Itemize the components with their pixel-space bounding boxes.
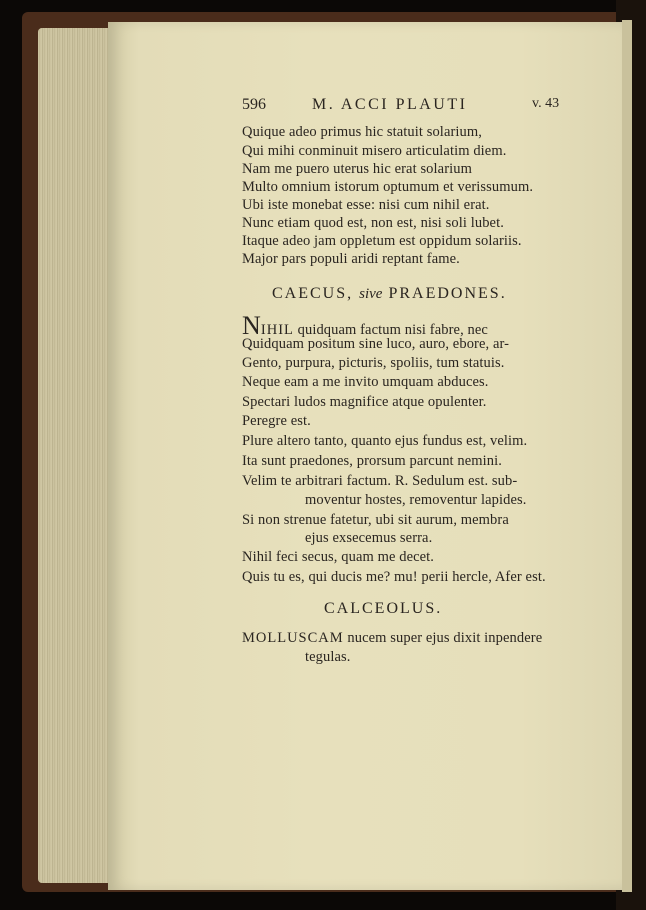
verse-line: Qui mihi conminuit misero articulatim diem. (242, 143, 507, 159)
verse-line: Quis tu es, qui ducis me? mu! perii hercle, Afer est. (242, 569, 546, 585)
verse-line: Major pars populi aridi reptant fame. (242, 251, 460, 267)
verse-line: Neque eam a me invito umquam abduces. (242, 374, 489, 390)
verse-line-indent: ejus exsecemus serra. (305, 530, 433, 546)
verse-line: Spectari ludos magnifice atque opulenter. (242, 394, 487, 410)
verse-reference: v. 43 (532, 96, 560, 111)
verse-line: Quidquam positum sine luco, auro, ebore, ar- (242, 336, 510, 352)
verse-line: Peregre est. (242, 413, 311, 429)
running-title: M. ACCI PLAUTI (312, 96, 468, 113)
verse-line: Gento, purpura, picturis, spoliis, tum statuis. (242, 355, 505, 371)
verse-line: Nihil feci secus, quam me decet. (242, 549, 435, 565)
verse-line: Plure altero tanto, quanto ejus fundus est, velim. (242, 433, 528, 449)
verse-line: Itaque adeo jam oppletum est oppidum solariis. (242, 233, 522, 249)
page-number: 596 (242, 96, 266, 113)
verse-line: Nam me puero uterus hic erat solarium (242, 161, 472, 177)
verse-line: Quique adeo primus hic statuit solarium, (242, 124, 482, 140)
section-heading-calceolus: CALCEOLUS. (324, 600, 443, 617)
verse-line-indent: tegulas. (305, 649, 351, 665)
verse-line: Multo omnium istorum optumum et verissumum. (242, 179, 534, 195)
verse-line-indent: moventur hostes, removentur lapides. (305, 492, 527, 508)
verse-line: Nunc etiam quod est, non est, nisi soli lubet. (242, 215, 504, 231)
verse-line: Velim te arbitrari factum. R. Sedulum est. sub- (242, 473, 518, 489)
section-heading-caecus: CAECUS, sive PRAEDONES. (272, 285, 507, 302)
verse-line-first: NIHIL quidquam factum nisi fabre, nec (242, 311, 488, 340)
verse-line: Si non strenue fatetur, ubi sit aurum, membra (242, 512, 509, 528)
verse-line: MOLLUSCAM nucem super ejus dixit inpendere (242, 630, 543, 646)
verse-line: Ubi iste monebat esse: nisi cum nihil erat. (242, 197, 490, 213)
drop-cap: N (242, 311, 261, 340)
verse-line: Ita sunt praedones, prorsum parcunt nemini. (242, 453, 502, 469)
